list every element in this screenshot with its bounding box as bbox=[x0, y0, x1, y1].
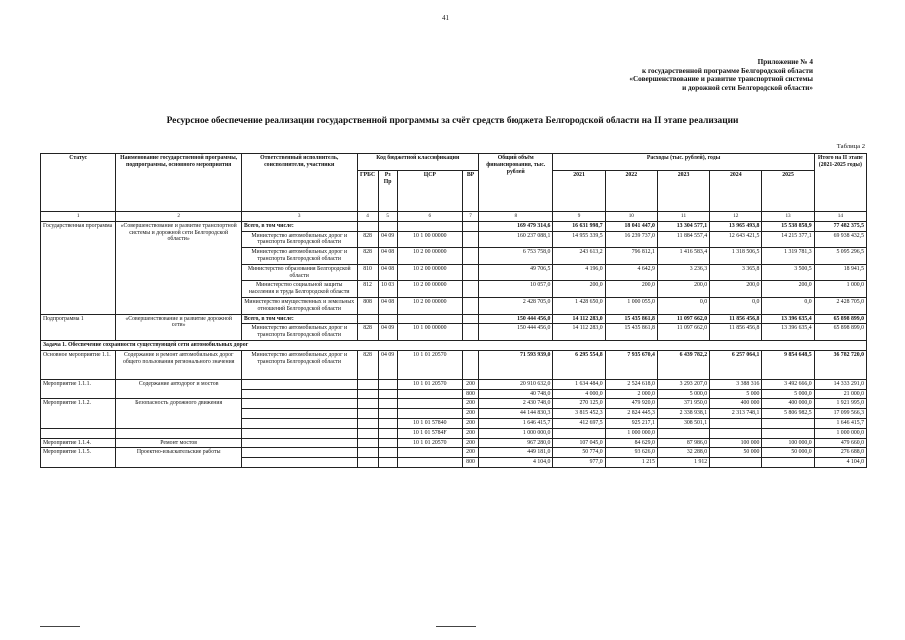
cell-y2023: 0,0 bbox=[657, 297, 709, 314]
cell-executor bbox=[241, 438, 357, 448]
cell-vr bbox=[462, 248, 478, 265]
cell-y2025: 13 396 635,4 bbox=[762, 314, 814, 324]
cell-y2023: 2 338 938,1 bbox=[657, 409, 709, 419]
cell-y2025: 3 500,5 bbox=[762, 264, 814, 281]
cell-csr bbox=[397, 409, 462, 419]
table-row bbox=[41, 379, 867, 389]
document-title: Ресурсное обеспечение реализации государственной программы за счёт средств бюджета Белгородской области на II этапе реализации bbox=[166, 116, 739, 126]
cell-itog: 18 941,5 bbox=[814, 264, 866, 281]
cell-name: «Совершенствование и развитие транспортной системы и дорожной сети Белгородской области» bbox=[116, 221, 242, 314]
cell-grbs: 828 bbox=[357, 248, 378, 265]
cell-grbs bbox=[357, 314, 378, 324]
cell-y2025: 200,0 bbox=[762, 281, 814, 298]
cell-rzpr: 10 03 bbox=[378, 281, 397, 298]
col-num: 7 bbox=[462, 212, 478, 222]
cell-status: Подпрограмма 1 bbox=[41, 314, 116, 340]
cell-csr bbox=[397, 389, 462, 399]
cell-itog: 65 898 899,0 bbox=[814, 314, 866, 324]
cell-executor: Министерство автомобильных дорог и транспорта Белгородской области bbox=[241, 324, 357, 341]
cell-y2024: 11 856 456,8 bbox=[710, 324, 762, 341]
cell-y2023: 3 236,3 bbox=[657, 264, 709, 281]
cell-csr bbox=[397, 314, 462, 324]
header-status: Статус bbox=[41, 154, 116, 212]
col-num: 5 bbox=[378, 212, 397, 222]
cell-y2024: 13 965 493,8 bbox=[710, 221, 762, 231]
cell-csr: 10 2 00 00000 bbox=[397, 264, 462, 281]
cell-rzpr bbox=[378, 379, 397, 389]
cell-vr bbox=[462, 314, 478, 324]
cell-csr: 10 1 01 57840 bbox=[397, 418, 462, 428]
cell-y2024: 1 318 506,5 bbox=[710, 248, 762, 265]
col-num: 14 bbox=[814, 212, 866, 222]
cell-total: 6 753 758,0 bbox=[479, 248, 553, 265]
cell-total: 2 428 705,0 bbox=[479, 297, 553, 314]
cell-rzpr: 04 08 bbox=[378, 248, 397, 265]
cell-itog: 5 095 296,5 bbox=[814, 248, 866, 265]
header-row-1 bbox=[41, 154, 867, 171]
cell-status bbox=[41, 428, 116, 438]
cell-y2024: 3 388 316 bbox=[710, 379, 762, 389]
cell-itog: 1 921 995,0 bbox=[814, 399, 866, 409]
cell-y2025: 9 854 648,5 bbox=[762, 350, 814, 379]
cell-vr: 200 bbox=[462, 448, 478, 458]
cell-grbs: 828 bbox=[357, 324, 378, 341]
cell-total: 40 748,0 bbox=[479, 389, 553, 399]
cell-status: Государственная программа bbox=[41, 221, 116, 314]
cell-y2025: 3 492 666,0 bbox=[762, 379, 814, 389]
cell-y2025: 1 319 781,3 bbox=[762, 248, 814, 265]
header-csr: ЦСР bbox=[397, 171, 462, 212]
cell-status: Мероприятие 1.1.2. bbox=[41, 399, 116, 428]
cell-total: 49 706,5 bbox=[479, 264, 553, 281]
cell-total: 2 430 748,0 bbox=[479, 399, 553, 409]
cell-y2024: 200,0 bbox=[710, 281, 762, 298]
cell-y2025: 400 000,0 bbox=[762, 399, 814, 409]
cell-y2023: 11 097 662,0 bbox=[657, 324, 709, 341]
header-2025: 2025 bbox=[762, 171, 814, 212]
cell-name: Содержание автодорог и мостов bbox=[116, 379, 242, 399]
cell-y2024: 50 000 bbox=[710, 448, 762, 458]
cell-y2022: 2 000,0 bbox=[605, 389, 657, 399]
cell-y2025: 0,0 bbox=[762, 297, 814, 314]
cell-executor: Всего, в том числе: bbox=[241, 221, 357, 231]
cell-name: Проектно-изыскательские работы bbox=[116, 448, 242, 468]
cell-rzpr bbox=[378, 418, 397, 428]
cell-itog: 69 938 432,5 bbox=[814, 231, 866, 248]
cell-itog: 4 104,0 bbox=[814, 458, 866, 468]
cell-csr: 10 2 00 00000 bbox=[397, 248, 462, 265]
cell-csr: 10 2 00 00000 bbox=[397, 281, 462, 298]
cell-grbs bbox=[357, 428, 378, 438]
col-num: 10 bbox=[605, 212, 657, 222]
cell-grbs: 810 bbox=[357, 264, 378, 281]
cell-executor bbox=[241, 409, 357, 419]
cell-total: 1 646 415,7 bbox=[479, 418, 553, 428]
cell-vr: 800 bbox=[462, 389, 478, 399]
cell-vr bbox=[462, 221, 478, 231]
cell-y2023: 6 439 782,2 bbox=[657, 350, 709, 379]
cell-itog: 14 333 291,0 bbox=[814, 379, 866, 389]
cell-rzpr bbox=[378, 389, 397, 399]
cell-y2021: 50 774,0 bbox=[553, 448, 605, 458]
cell-y2022: 18 041 447,0 bbox=[605, 221, 657, 231]
cell-vr: 200 bbox=[462, 409, 478, 419]
cell-executor bbox=[241, 428, 357, 438]
cell-status: Мероприятие 1.1.1. bbox=[41, 379, 116, 399]
cell-itog: 2 428 705,0 bbox=[814, 297, 866, 314]
cell-grbs bbox=[357, 448, 378, 458]
cell-vr bbox=[462, 324, 478, 341]
cell-y2021: 270 125,0 bbox=[553, 399, 605, 409]
col-num: 6 bbox=[397, 212, 462, 222]
appendix-line-2: к государственной программе Белгородской области bbox=[642, 66, 813, 75]
cell-rzpr bbox=[378, 428, 397, 438]
column-number-row bbox=[41, 212, 867, 222]
cell-y2022: 7 935 670,4 bbox=[605, 350, 657, 379]
cell-y2021: 16 631 998,7 bbox=[553, 221, 605, 231]
cell-executor: Министерство автомобильных дорог и транспорта Белгородской области bbox=[241, 248, 357, 265]
cell-y2022: 796 812,1 bbox=[605, 248, 657, 265]
cell-csr bbox=[397, 221, 462, 231]
cell-vr: 800 bbox=[462, 458, 478, 468]
cell-total: 10 057,0 bbox=[479, 281, 553, 298]
cell-y2021: 1 428 650,0 bbox=[553, 297, 605, 314]
cell-executor bbox=[241, 448, 357, 458]
cell-csr: 10 1 00 00000 bbox=[397, 324, 462, 341]
cell-y2024: 100 000 bbox=[710, 438, 762, 448]
cell-status: Мероприятие 1.1.4. bbox=[41, 438, 116, 448]
cell-name: Содержание и ремонт автомобильных дорог общего пользования регионального значения bbox=[116, 350, 242, 379]
cell-itog: 65 898 899,0 bbox=[814, 324, 866, 341]
cell-itog: 36 782 720,0 bbox=[814, 350, 866, 379]
bottom-mark-center bbox=[436, 626, 476, 627]
cell-y2024 bbox=[710, 418, 762, 428]
cell-total: 71 593 939,0 bbox=[479, 350, 553, 379]
cell-y2021: 14 955 339,5 bbox=[553, 231, 605, 248]
cell-y2022: 925 217,1 bbox=[605, 418, 657, 428]
cell-y2021: 200,0 bbox=[553, 281, 605, 298]
cell-y2022: 1 215 bbox=[605, 458, 657, 468]
cell-y2022: 84 629,0 bbox=[605, 438, 657, 448]
cell-executor bbox=[241, 418, 357, 428]
cell-y2024: 5 000 bbox=[710, 389, 762, 399]
cell-executor: Министерство социальной защиты населения и труда Белгородской области bbox=[241, 281, 357, 298]
cell-y2021: 3 815 452,3 bbox=[553, 409, 605, 419]
header-vr: ВР bbox=[462, 171, 478, 212]
cell-grbs bbox=[357, 399, 378, 409]
cell-y2022: 4 642,9 bbox=[605, 264, 657, 281]
cell-rzpr bbox=[378, 409, 397, 419]
cell-y2022: 93 626,0 bbox=[605, 448, 657, 458]
cell-y2025: 15 538 858,9 bbox=[762, 221, 814, 231]
appendix-line-3: «Совершенствование и развитие транспортной системы bbox=[629, 75, 813, 84]
cell-y2024: 400 000 bbox=[710, 399, 762, 409]
cell-csr bbox=[397, 458, 462, 468]
col-num: 13 bbox=[762, 212, 814, 222]
cell-total: 150 444 456,0 bbox=[479, 324, 553, 341]
cell-csr: 10 2 00 00000 bbox=[397, 297, 462, 314]
cell-y2021: 6 295 554,8 bbox=[553, 350, 605, 379]
cell-y2022: 479 920,0 bbox=[605, 399, 657, 409]
table-label: Таблица 2 bbox=[836, 143, 865, 150]
cell-y2022: 15 435 861,8 bbox=[605, 314, 657, 324]
cell-itog: 1 000 000,0 bbox=[814, 428, 866, 438]
cell-vr bbox=[462, 350, 478, 379]
cell-csr: 10 1 01 20570 bbox=[397, 379, 462, 389]
cell-itog: 1 000,0 bbox=[814, 281, 866, 298]
cell-itog: 77 482 375,5 bbox=[814, 221, 866, 231]
cell-rzpr: 04 09 bbox=[378, 231, 397, 248]
cell-grbs: 828 bbox=[357, 350, 378, 379]
cell-executor: Министерство имущественных и земельных отношений Белгородской области bbox=[241, 297, 357, 314]
cell-y2025: 50 000,0 bbox=[762, 448, 814, 458]
header-2024: 2024 bbox=[710, 171, 762, 212]
cell-grbs: 808 bbox=[357, 297, 378, 314]
col-num: 8 bbox=[479, 212, 553, 222]
cell-y2025 bbox=[762, 418, 814, 428]
cell-grbs bbox=[357, 438, 378, 448]
cell-vr: 200 bbox=[462, 379, 478, 389]
cell-y2023: 11 097 662,0 bbox=[657, 314, 709, 324]
header-2021: 2021 bbox=[553, 171, 605, 212]
cell-csr: 10 1 01 20570 bbox=[397, 438, 462, 448]
cell-y2021: 14 112 283,0 bbox=[553, 324, 605, 341]
cell-grbs bbox=[357, 221, 378, 231]
cell-executor: Всего, в том числе: bbox=[241, 314, 357, 324]
cell-rzpr bbox=[378, 314, 397, 324]
cell-y2023: 3 293 207,0 bbox=[657, 379, 709, 389]
cell-vr: 200 bbox=[462, 428, 478, 438]
cell-y2021: 4 196,0 bbox=[553, 264, 605, 281]
cell-grbs bbox=[357, 409, 378, 419]
cell-name: Ремонт мостов bbox=[116, 438, 242, 448]
cell-y2023: 87 986,0 bbox=[657, 438, 709, 448]
table-row bbox=[41, 221, 867, 231]
appendix-line-1: Приложение № 4 bbox=[757, 58, 813, 66]
cell-total: 44 144 830,3 bbox=[479, 409, 553, 419]
cell-y2025: 13 396 635,4 bbox=[762, 324, 814, 341]
cell-csr: 10 1 01 5784F bbox=[397, 428, 462, 438]
cell-y2021: 14 112 283,0 bbox=[553, 314, 605, 324]
cell-y2024: 2 313 748,1 bbox=[710, 409, 762, 419]
cell-y2021: 1 634 484,0 bbox=[553, 379, 605, 389]
cell-y2021: 4 000,0 bbox=[553, 389, 605, 399]
header-itog: Итого на II этапе (2021-2025 годы) bbox=[814, 154, 866, 212]
cell-y2023: 5 000,0 bbox=[657, 389, 709, 399]
cell-name: «Совершенствование и развитие дорожной сети» bbox=[116, 314, 242, 340]
cell-status: Мероприятие 1.1.5. bbox=[41, 448, 116, 468]
cell-y2024: 12 643 421,5 bbox=[710, 231, 762, 248]
cell-vr: 200 bbox=[462, 418, 478, 428]
col-num: 3 bbox=[241, 212, 357, 222]
cell-itog: 17 099 566,3 bbox=[814, 409, 866, 419]
cell-total: 169 479 314,6 bbox=[479, 221, 553, 231]
cell-executor bbox=[241, 379, 357, 389]
header-2022: 2022 bbox=[605, 171, 657, 212]
cell-total: 160 237 088,1 bbox=[479, 231, 553, 248]
cell-y2023 bbox=[657, 428, 709, 438]
cell-rzpr: 04 09 bbox=[378, 324, 397, 341]
cell-executor: Министерство автомобильных дорог и транспорта Белгородской области bbox=[241, 350, 357, 379]
cell-y2022: 16 239 737,0 bbox=[605, 231, 657, 248]
cell-status: Основное мероприятие 1.1. bbox=[41, 350, 116, 379]
header-name: Наименование государственной программы, подпрограммы, основного мероприятия bbox=[116, 154, 242, 212]
task-1-title: Задача 1. Обеспечение сохранности существующей сети автомобильных дорог bbox=[41, 340, 867, 350]
cell-y2023: 11 884 557,4 bbox=[657, 231, 709, 248]
cell-total: 4 104,0 bbox=[479, 458, 553, 468]
cell-y2024 bbox=[710, 428, 762, 438]
cell-itog: 1 646 415,7 bbox=[814, 418, 866, 428]
cell-vr bbox=[462, 281, 478, 298]
cell-vr: 200 bbox=[462, 399, 478, 409]
col-num: 1 bbox=[41, 212, 116, 222]
task-row bbox=[41, 340, 867, 350]
cell-y2022: 2 524 618,0 bbox=[605, 379, 657, 389]
cell-y2025: 5 000,0 bbox=[762, 389, 814, 399]
cell-rzpr bbox=[378, 221, 397, 231]
cell-total: 967 280,0 bbox=[479, 438, 553, 448]
cell-y2021: 107 045,0 bbox=[553, 438, 605, 448]
bottom-mark-left bbox=[40, 626, 80, 627]
cell-y2025 bbox=[762, 428, 814, 438]
header-executor: Ответственный исполнитель, соисполнители, участники bbox=[241, 154, 357, 212]
cell-y2021: 412 697,5 bbox=[553, 418, 605, 428]
cell-executor: Министерство автомобильных дорог и транспорта Белгородской области bbox=[241, 231, 357, 248]
cell-rzpr: 04 09 bbox=[378, 350, 397, 379]
cell-y2024: 0,0 bbox=[710, 297, 762, 314]
table-row bbox=[41, 399, 867, 409]
table-row bbox=[41, 438, 867, 448]
cell-grbs: 812 bbox=[357, 281, 378, 298]
cell-y2023: 371 950,0 bbox=[657, 399, 709, 409]
cell-y2025 bbox=[762, 458, 814, 468]
cell-grbs bbox=[357, 418, 378, 428]
cell-name: Безопасность дорожного движения bbox=[116, 399, 242, 428]
cell-y2022: 1 000 055,0 bbox=[605, 297, 657, 314]
table-row bbox=[41, 350, 867, 379]
cell-grbs bbox=[357, 458, 378, 468]
cell-vr: 200 bbox=[462, 438, 478, 448]
cell-rzpr: 04 08 bbox=[378, 264, 397, 281]
cell-y2023: 1 912 bbox=[657, 458, 709, 468]
cell-executor bbox=[241, 458, 357, 468]
cell-total: 1 000 000,0 bbox=[479, 428, 553, 438]
table-row bbox=[41, 428, 867, 438]
table-row bbox=[41, 448, 867, 458]
cell-rzpr bbox=[378, 399, 397, 409]
header-expenses: Расходы (тыс. рублей), годы bbox=[553, 154, 814, 171]
header-2023: 2023 bbox=[657, 171, 709, 212]
cell-y2024: 6 257 064,1 bbox=[710, 350, 762, 379]
header-budget-code: Код бюджетной классификации bbox=[357, 154, 479, 171]
cell-y2021: 977,0 bbox=[553, 458, 605, 468]
page-number: 41 bbox=[442, 14, 449, 22]
cell-y2024 bbox=[710, 458, 762, 468]
col-num: 9 bbox=[553, 212, 605, 222]
cell-y2025: 14 215 377,1 bbox=[762, 231, 814, 248]
header-total: Общий объём финансирования, тыс. рублей bbox=[479, 154, 553, 212]
cell-grbs bbox=[357, 379, 378, 389]
appendix-line-4: и дорожной сети Белгородской области» bbox=[682, 83, 813, 92]
cell-y2023: 13 304 577,1 bbox=[657, 221, 709, 231]
cell-csr: 10 1 01 20570 bbox=[397, 350, 462, 379]
cell-csr bbox=[397, 448, 462, 458]
cell-total: 449 181,0 bbox=[479, 448, 553, 458]
cell-y2021: 243 613,2 bbox=[553, 248, 605, 265]
cell-itog: 276 688,0 bbox=[814, 448, 866, 458]
resource-table bbox=[40, 153, 867, 468]
cell-y2022: 200,0 bbox=[605, 281, 657, 298]
cell-y2022: 1 000 000,0 bbox=[605, 428, 657, 438]
cell-y2025: 100 000,0 bbox=[762, 438, 814, 448]
cell-grbs bbox=[357, 389, 378, 399]
cell-y2022: 2 824 445,3 bbox=[605, 409, 657, 419]
col-num: 11 bbox=[657, 212, 709, 222]
cell-total: 20 910 632,0 bbox=[479, 379, 553, 389]
cell-csr: 10 1 00 00000 bbox=[397, 231, 462, 248]
cell-y2023: 200,0 bbox=[657, 281, 709, 298]
table-row bbox=[41, 314, 867, 324]
cell-vr bbox=[462, 231, 478, 248]
cell-executor bbox=[241, 399, 357, 409]
cell-executor: Министерство образования Белгородской области bbox=[241, 264, 357, 281]
cell-itog: 479 660,0 bbox=[814, 438, 866, 448]
cell-y2023: 308 501,1 bbox=[657, 418, 709, 428]
cell-y2024: 11 856 456,8 bbox=[710, 314, 762, 324]
cell-name bbox=[116, 428, 242, 438]
header-grbs: ГРБС bbox=[357, 171, 378, 212]
cell-y2021 bbox=[553, 428, 605, 438]
cell-y2023: 32 288,0 bbox=[657, 448, 709, 458]
cell-y2024: 3 365,8 bbox=[710, 264, 762, 281]
cell-grbs: 828 bbox=[357, 231, 378, 248]
cell-rzpr: 04 08 bbox=[378, 297, 397, 314]
cell-y2022: 15 435 861,8 bbox=[605, 324, 657, 341]
cell-rzpr bbox=[378, 458, 397, 468]
header-rzpr: Рз Пр bbox=[378, 171, 397, 212]
cell-csr bbox=[397, 399, 462, 409]
cell-rzpr bbox=[378, 448, 397, 458]
cell-rzpr bbox=[378, 438, 397, 448]
cell-y2025: 5 806 982,5 bbox=[762, 409, 814, 419]
cell-itog: 21 000,0 bbox=[814, 389, 866, 399]
cell-vr bbox=[462, 297, 478, 314]
cell-vr bbox=[462, 264, 478, 281]
cell-total: 150 444 456,0 bbox=[479, 314, 553, 324]
cell-executor bbox=[241, 389, 357, 399]
appendix-header bbox=[533, 58, 813, 92]
cell-y2023: 1 416 583,4 bbox=[657, 248, 709, 265]
col-num: 2 bbox=[116, 212, 242, 222]
col-num: 12 bbox=[710, 212, 762, 222]
col-num: 4 bbox=[357, 212, 378, 222]
